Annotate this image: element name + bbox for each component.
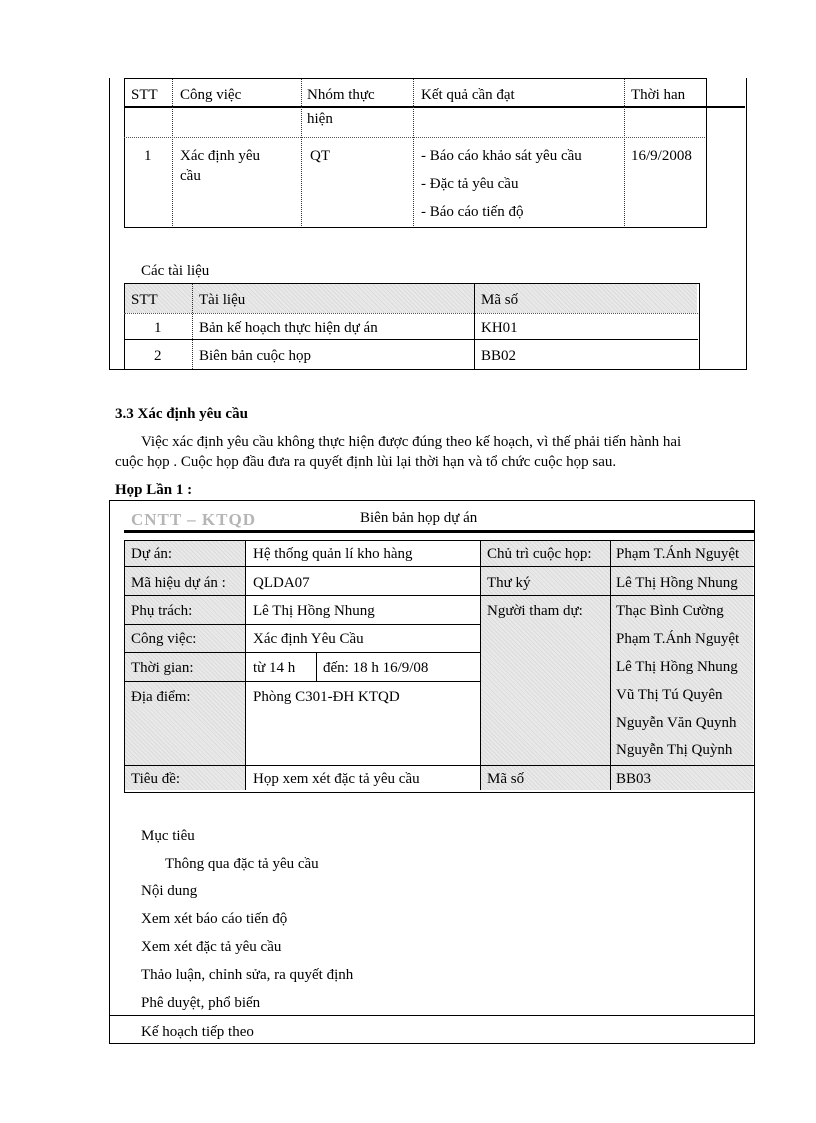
documents-row-2-name: Biên bản cuộc họp: [199, 348, 312, 364]
work-row-result-3: - Báo cáo tiến độ: [421, 204, 524, 220]
minutes-chair-value: Phạm T.Ánh Nguyệt: [616, 546, 740, 562]
work-header-stt: STT: [131, 87, 158, 103]
minutes-time-label: Thời gian:: [131, 660, 194, 676]
minutes-attendee-2: Phạm T.Ánh Nguyệt: [616, 631, 740, 647]
minutes-code-value: QLDA07: [253, 575, 310, 591]
minutes-place-value: Phòng C301-ĐH KTQD: [253, 689, 400, 705]
documents-header-stt: STT: [131, 292, 158, 308]
minutes-ms-label: Mã số: [487, 771, 525, 787]
work-row-result-2: - Đặc tả yêu cầu: [421, 176, 519, 192]
work-row-group: QT: [310, 148, 330, 164]
meeting-heading: Họp Lần 1 :: [115, 482, 193, 498]
work-row-stt: 1: [144, 148, 152, 164]
minutes-content-item-1: Xem xét báo cáo tiến độ: [141, 911, 288, 927]
minutes-subject-value: Họp xem xét đặc tả yêu cầu: [253, 771, 420, 787]
minutes-project-value: Hệ thống quản lí kho hàng: [253, 546, 413, 562]
minutes-code-label: Mã hiệu dự án :: [131, 575, 226, 591]
minutes-attendee-6: Nguyễn Thị Quỳnh: [616, 742, 733, 758]
work-header-group: Nhóm thực: [307, 87, 375, 103]
minutes-lead-label: Phụ trách:: [131, 603, 193, 619]
minutes-chair-label: Chủ trì cuộc họp:: [487, 546, 592, 562]
minutes-time-from: từ 14 h: [253, 660, 296, 676]
minutes-secretary-value: Lê Thị Hồng Nhung: [616, 575, 738, 591]
minutes-next-plan-rule: [109, 1015, 754, 1016]
minutes-secretary-label: Thư ký: [487, 575, 531, 591]
documents-caption: Các tài liệu: [141, 263, 210, 279]
section-paragraph-line-1: Việc xác định yêu cầu không thực hiện được đúng theo kế hoạch, vì thế phải tiến hành hai: [141, 434, 682, 450]
minutes-subject-label: Tiêu đề:: [131, 771, 181, 787]
documents-row-2-stt: 2: [154, 348, 162, 364]
minutes-content-label: Nội dung: [141, 883, 198, 899]
work-row-task-1: Xác định yêu: [180, 148, 260, 164]
minutes-header-rule: [124, 530, 754, 533]
documents-row-2-code: BB02: [481, 348, 517, 364]
minutes-ms-value: BB03: [616, 771, 652, 787]
minutes-lead-value: Lê Thị Hồng Nhung: [253, 603, 375, 619]
minutes-goal-label: Mục tiêu: [141, 828, 195, 844]
minutes-attendee-5: Nguyễn Văn Quynh: [616, 715, 737, 731]
work-row-task-2: cầu: [180, 168, 201, 184]
work-header-task: Công việc: [180, 87, 242, 103]
work-header-result: Kết quả cần đạt: [421, 87, 515, 103]
minutes-task-value: Xác định Yêu Cầu: [253, 631, 364, 647]
work-header-deadline: Thời han: [631, 87, 686, 103]
minutes-place-label: Địa điểm:: [131, 689, 191, 705]
documents-row-1-name: Bản kế hoạch thực hiện dự án: [199, 320, 378, 336]
minutes-content-item-4: Phê duyệt, phổ biến: [141, 995, 261, 1011]
minutes-attendee-4: Vũ Thị Tú Quyên: [616, 687, 723, 703]
documents-row-1-stt: 1: [154, 320, 162, 336]
work-row-result-1: - Báo cáo khảo sát yêu cầu: [421, 148, 582, 164]
minutes-attendee-3: Lê Thị Hồng Nhung: [616, 659, 738, 675]
minutes-logo: CNTT – KTQD: [131, 510, 256, 529]
documents-row-1-code: KH01: [481, 320, 518, 336]
section-heading: 3.3 Xác định yêu cầu: [115, 406, 248, 422]
minutes-goal-value: Thông qua đặc tả yêu cầu: [165, 856, 319, 872]
minutes-next-plan: Kế hoạch tiếp theo: [141, 1024, 254, 1040]
minutes-attendee-1: Thạc Bình Cường: [616, 603, 724, 619]
section-paragraph-line-2: cuộc họp . Cuộc họp đầu đưa ra quyết định lùi lại thời hạn và tổ chức cuộc họp sau.: [115, 454, 617, 470]
minutes-project-label: Dự án:: [131, 546, 173, 562]
minutes-title: Biên bản họp dự án: [360, 510, 478, 526]
work-row-deadline: 16/9/2008: [631, 148, 692, 164]
minutes-task-label: Công việc:: [131, 631, 197, 647]
minutes-time-to: đến: 18 h 16/9/08: [323, 660, 429, 676]
minutes-content-item-3: Thảo luận, chỉnh sửa, ra quyết định: [141, 967, 354, 983]
work-table-header-line: [124, 106, 745, 108]
work-header-group-cont: hiện: [307, 111, 333, 127]
documents-header-name: Tài liệu: [199, 292, 246, 308]
minutes-attendees-label: Người tham dự:: [487, 603, 583, 619]
documents-header-code: Mã số: [481, 292, 519, 308]
minutes-content-item-2: Xem xét đặc tả yêu cầu: [141, 939, 282, 955]
